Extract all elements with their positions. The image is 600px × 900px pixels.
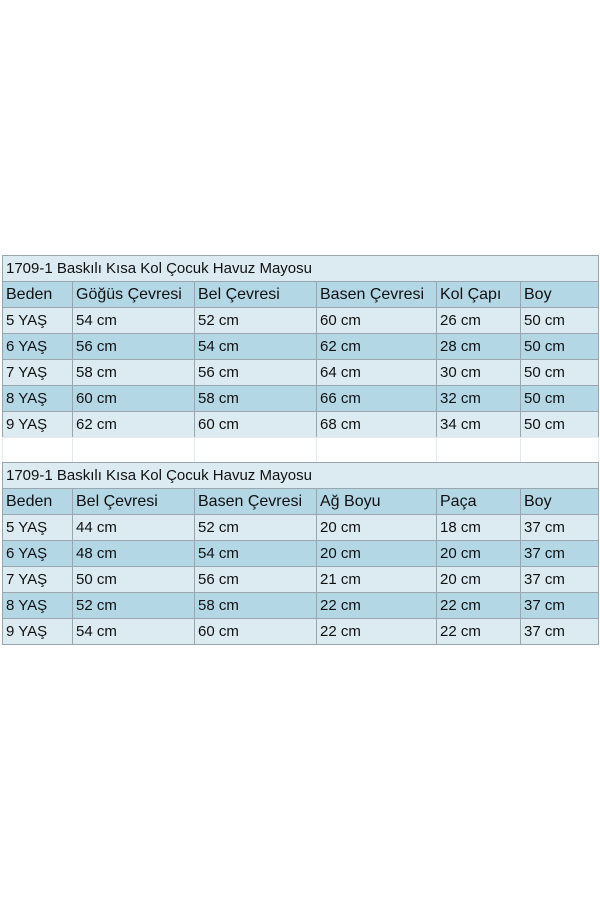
header-cell: Boy	[521, 282, 599, 308]
table-cell: 58 cm	[73, 360, 195, 386]
table-cell: 60 cm	[195, 412, 317, 438]
table-cell: 18 cm	[437, 515, 521, 541]
table-cell: 37 cm	[521, 515, 599, 541]
header-cell: Göğüs Çevresi	[73, 282, 195, 308]
empty-cell	[195, 438, 317, 464]
empty-cell	[73, 438, 195, 464]
table-cell: 22 cm	[317, 619, 437, 645]
table-cell: 50 cm	[521, 334, 599, 360]
table-row	[3, 386, 599, 412]
table-cell: 6 YAŞ	[3, 334, 73, 360]
size-table-1	[2, 255, 599, 438]
table-cell: 54 cm	[195, 334, 317, 360]
table-cell: 21 cm	[317, 567, 437, 593]
table-cell: 60 cm	[195, 619, 317, 645]
table-cell: 56 cm	[195, 360, 317, 386]
table-row	[3, 541, 599, 567]
table-title: 1709-1 Baskılı Kısa Kol Çocuk Havuz Mayosu	[3, 463, 599, 489]
table-cell: 50 cm	[521, 386, 599, 412]
table-cell: 50 cm	[73, 567, 195, 593]
table-cell: 52 cm	[195, 308, 317, 334]
empty-cell	[437, 438, 521, 464]
table-cell: 20 cm	[317, 515, 437, 541]
table-cell: 8 YAŞ	[3, 593, 73, 619]
table-cell: 37 cm	[521, 541, 599, 567]
table-cell: 22 cm	[317, 593, 437, 619]
table-title-row	[3, 256, 599, 282]
table-cell: 22 cm	[437, 593, 521, 619]
table-cell: 8 YAŞ	[3, 386, 73, 412]
table-row	[3, 308, 599, 334]
table-cell: 5 YAŞ	[3, 308, 73, 334]
table-cell: 7 YAŞ	[3, 360, 73, 386]
table-cell: 9 YAŞ	[3, 619, 73, 645]
header-cell: Boy	[521, 489, 599, 515]
table-cell: 26 cm	[437, 308, 521, 334]
size-table-2	[2, 462, 599, 645]
empty-cell	[317, 438, 437, 464]
table-cell: 54 cm	[73, 308, 195, 334]
empty-cell	[3, 438, 73, 464]
table-cell: 60 cm	[317, 308, 437, 334]
table-cell: 20 cm	[437, 541, 521, 567]
header-cell: Paça	[437, 489, 521, 515]
table-cell: 50 cm	[521, 308, 599, 334]
table-cell: 56 cm	[73, 334, 195, 360]
table-cell: 52 cm	[195, 515, 317, 541]
table-row	[3, 334, 599, 360]
header-cell: Beden	[3, 489, 73, 515]
header-cell: Bel Çevresi	[195, 282, 317, 308]
table-cell: 34 cm	[437, 412, 521, 438]
table-cell: 20 cm	[317, 541, 437, 567]
header-cell: Basen Çevresi	[195, 489, 317, 515]
table-cell: 37 cm	[521, 593, 599, 619]
empty-spacer-row	[2, 437, 598, 462]
size-table-top	[2, 255, 598, 438]
empty-cell	[521, 438, 599, 464]
table-cell: 44 cm	[73, 515, 195, 541]
table-cell: 37 cm	[521, 567, 599, 593]
header-cell: Kol Çapı	[437, 282, 521, 308]
table-cell: 9 YAŞ	[3, 412, 73, 438]
table-cell: 20 cm	[437, 567, 521, 593]
header-cell: Basen Çevresi	[317, 282, 437, 308]
table-cell: 54 cm	[73, 619, 195, 645]
table-cell: 62 cm	[73, 412, 195, 438]
header-cell: Beden	[3, 282, 73, 308]
table-header-row	[3, 282, 599, 308]
table-cell: 66 cm	[317, 386, 437, 412]
table-title: 1709-1 Baskılı Kısa Kol Çocuk Havuz Mayosu	[3, 256, 599, 282]
table-row	[3, 593, 599, 619]
header-cell: Bel Çevresi	[73, 489, 195, 515]
table-cell: 64 cm	[317, 360, 437, 386]
table-cell: 52 cm	[73, 593, 195, 619]
table-cell: 50 cm	[521, 412, 599, 438]
table-header-row	[3, 489, 599, 515]
table-cell: 28 cm	[437, 334, 521, 360]
table-cell: 56 cm	[195, 567, 317, 593]
table-cell: 58 cm	[195, 593, 317, 619]
table-row	[3, 619, 599, 645]
table-cell: 22 cm	[437, 619, 521, 645]
table-cell: 6 YAŞ	[3, 541, 73, 567]
table-cell: 68 cm	[317, 412, 437, 438]
table-cell: 30 cm	[437, 360, 521, 386]
table-row	[3, 360, 599, 386]
table-row	[3, 515, 599, 541]
table-cell: 48 cm	[73, 541, 195, 567]
table-cell: 7 YAŞ	[3, 567, 73, 593]
table-cell: 54 cm	[195, 541, 317, 567]
table-cell: 50 cm	[521, 360, 599, 386]
table-row	[3, 567, 599, 593]
table-cell: 37 cm	[521, 619, 599, 645]
table-row	[3, 412, 599, 438]
empty-row	[3, 438, 599, 464]
size-table-bottom	[2, 462, 598, 645]
table-cell: 60 cm	[73, 386, 195, 412]
table-cell: 58 cm	[195, 386, 317, 412]
header-cell: Ağ Boyu	[317, 489, 437, 515]
table-cell: 62 cm	[317, 334, 437, 360]
table-cell: 32 cm	[437, 386, 521, 412]
table-title-row	[3, 463, 599, 489]
table-cell: 5 YAŞ	[3, 515, 73, 541]
